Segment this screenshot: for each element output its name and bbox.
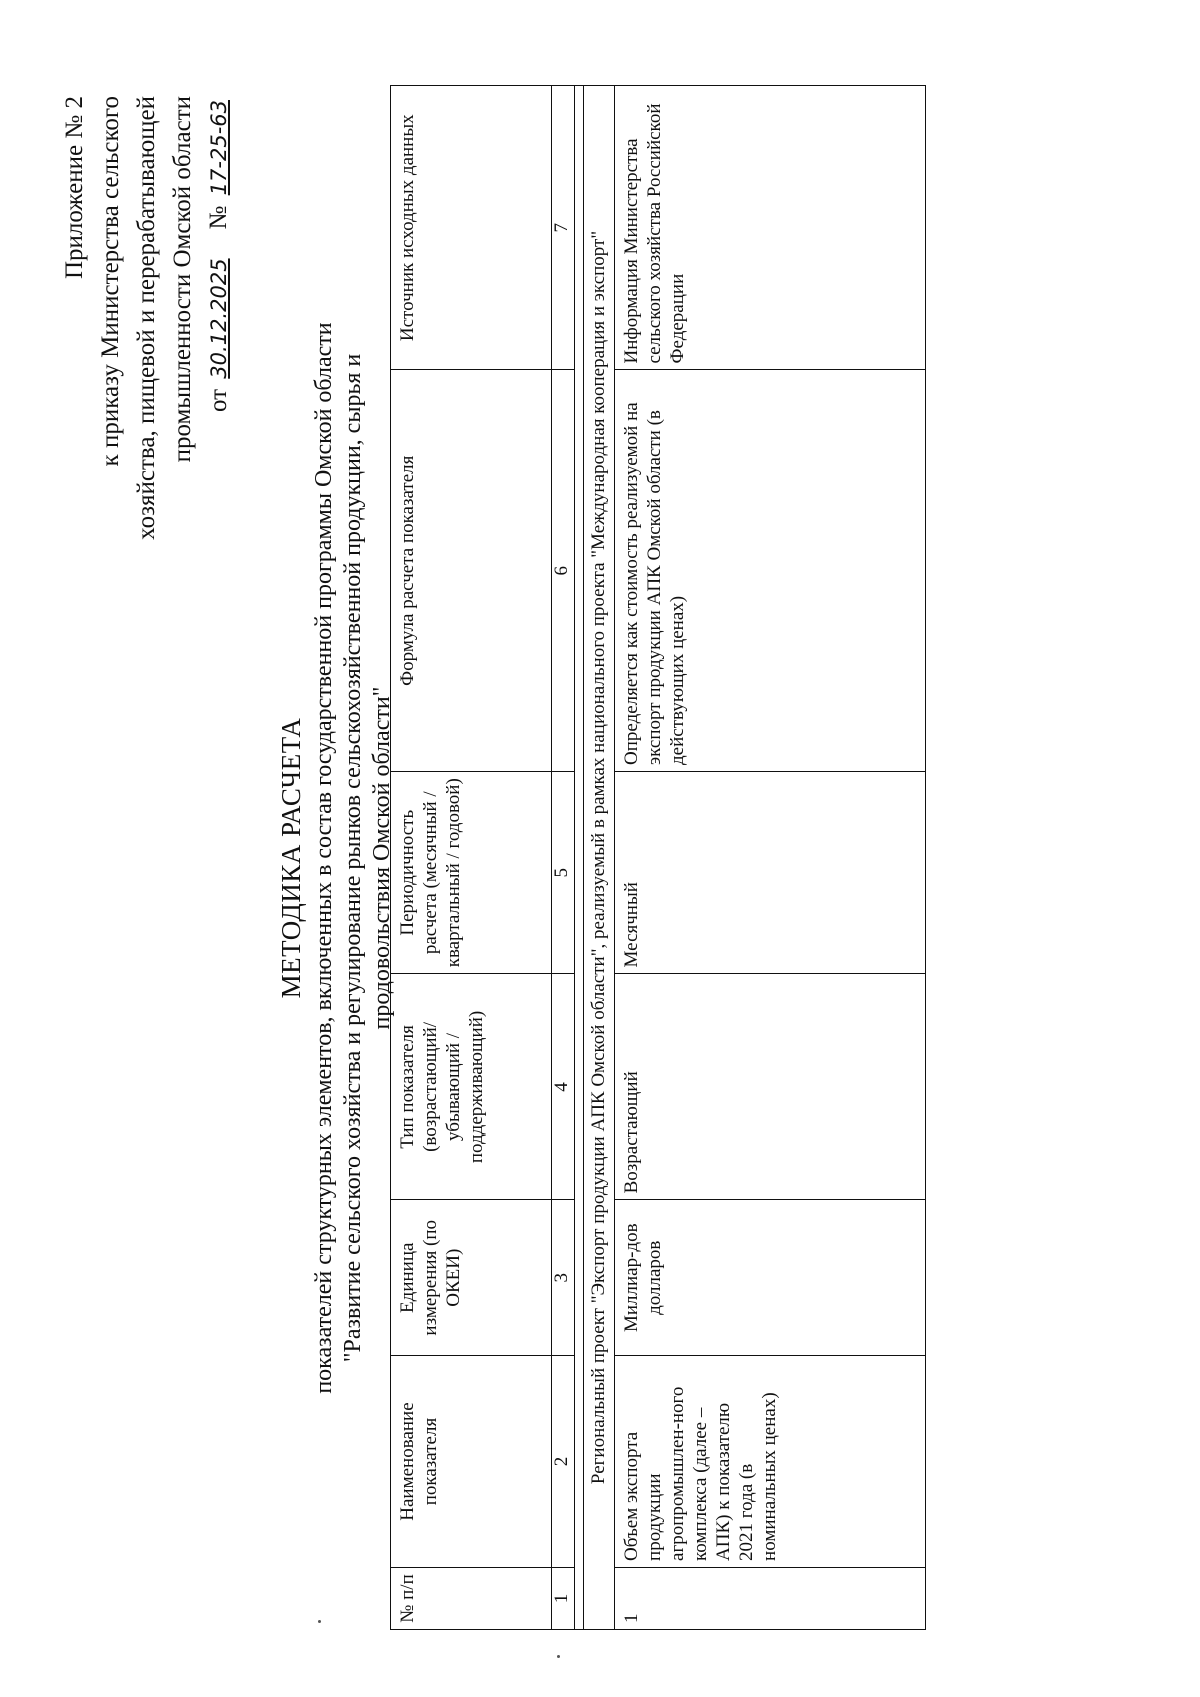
column-number: 2 — [552, 1356, 575, 1568]
column-number: 3 — [552, 1200, 575, 1356]
table-header-row — [391, 86, 552, 1630]
regional-project-title: Региональный проект "Экспорт продукции АПК Омской области", реализуемый в рамках национального проекта "Международная кооперация и экспорт" — [584, 86, 615, 1630]
header-period: Периодичность расчета (месячный / квартальный / годовой) — [391, 771, 552, 974]
title-line-2: "Развитие сельского хозяйства и регулирование рынков сельскохозяйственной продукции, сырья и — [340, 353, 366, 1363]
order-line-1: к приказу Министерства сельского — [97, 96, 124, 467]
title-line-3: продовольствия Омской области" — [369, 686, 395, 1030]
row-type: Возрастающий — [615, 974, 926, 1200]
document-title-block — [277, 68, 397, 1648]
column-number: 7 — [552, 86, 575, 370]
header-type: Тип показателя (возрастающий/ убывающий / поддерживающий) — [391, 974, 552, 1200]
methodology-table — [390, 85, 926, 1630]
table-row — [615, 86, 926, 1630]
column-number: 5 — [552, 771, 575, 974]
approval-stamp-block — [57, 96, 237, 540]
column-number: 1 — [552, 1567, 575, 1629]
row-formula: Определяется как стоимость реализуемой на экспорт продукции АПК Омской области (в действующих ценах) — [615, 370, 926, 772]
column-number-row — [552, 86, 575, 1630]
appendix-number: Приложение № 2 — [61, 96, 88, 280]
column-number: 4 — [552, 974, 575, 1200]
date-prefix: от — [205, 388, 232, 413]
title-line-1: показателей структурных элементов, включенных в состав государственной программы Омской области — [311, 322, 337, 1394]
order-date-number — [201, 96, 237, 540]
number-prefix: № — [205, 205, 232, 230]
order-line-3: промышленности Омской области — [169, 96, 196, 463]
row-indicator-name: Объем экспорта продукции агропромышлен-ного комплекса (далее – АПК) к показателю 2021 года (в номинальных ценах) — [615, 1356, 926, 1568]
handwritten-number: 17-25-63 — [207, 100, 231, 196]
row-unit: Миллиар-дов долларов — [615, 1200, 926, 1356]
header-source: Источник исходных данных — [391, 86, 552, 370]
row-source: Информация Министерства сельского хозяйства Российской Федерации — [615, 86, 926, 370]
section-row — [584, 86, 615, 1630]
scan-speck — [318, 1620, 321, 1623]
order-line-2: хозяйства, пищевой и перерабатывающей — [133, 96, 160, 540]
row-num: 1 — [615, 1567, 926, 1629]
handwritten-date: 30.12.2025 — [207, 258, 231, 379]
header-name: Наименование показателя — [391, 1356, 552, 1568]
document-sheet — [45, 68, 1155, 1648]
document-title: МЕТОДИКА РАСЧЕТА — [276, 717, 306, 999]
column-number: 6 — [552, 370, 575, 772]
header-unit: Единица измерения (по ОКЕИ) — [391, 1200, 552, 1356]
scan-speck — [557, 1655, 560, 1658]
row-period: Месячный — [615, 771, 926, 974]
header-num: № п/п — [391, 1567, 552, 1629]
spacer-row — [575, 86, 584, 1630]
header-formula: Формула расчета показателя — [391, 370, 552, 772]
